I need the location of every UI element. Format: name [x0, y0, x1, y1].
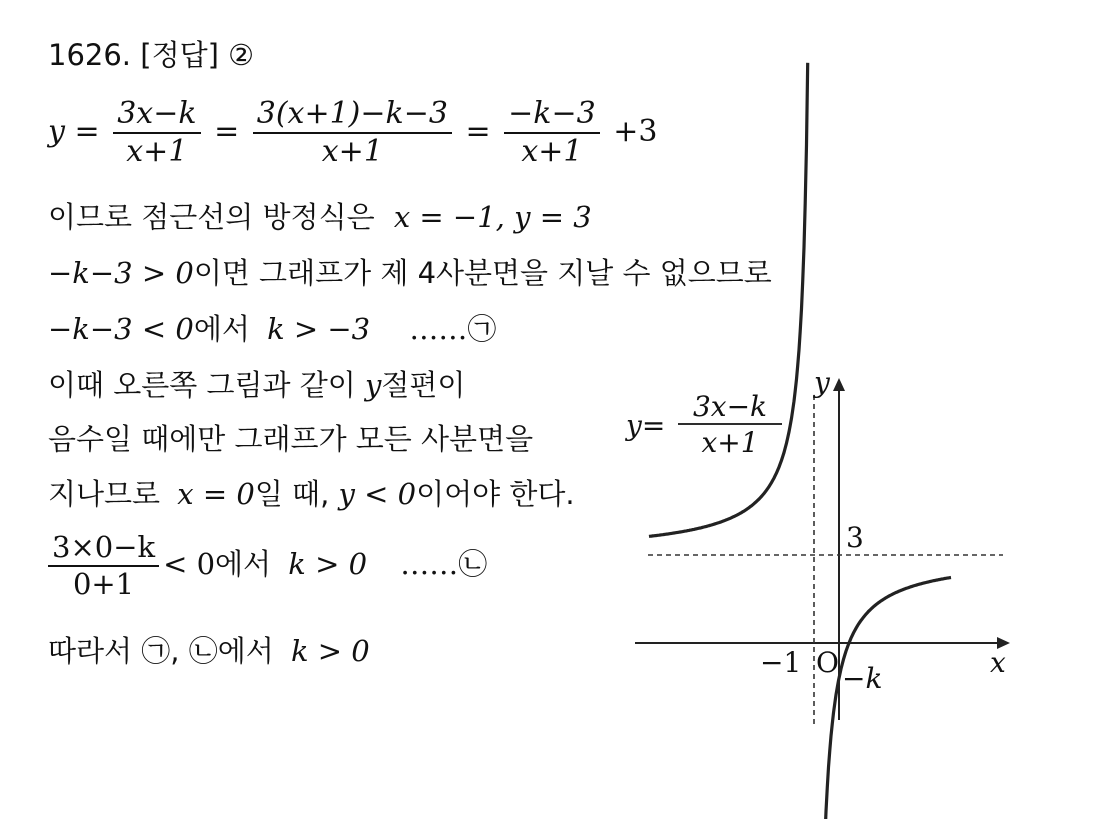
fraction-3-denominator: x+1: [521, 134, 583, 169]
x-axis-label: x: [990, 646, 1006, 679]
label-3: 3: [846, 521, 864, 554]
y-axis-arrow-icon: [833, 378, 845, 391]
inequality-text: 에서: [215, 546, 272, 581]
answer-mark: ②: [228, 38, 255, 72]
condition-2-text: 에서: [193, 312, 250, 346]
fraction-1-denominator: x+1: [126, 134, 188, 169]
problem-number: 1626.: [48, 38, 132, 72]
eq-sign-1: =: [74, 114, 100, 149]
conclusion-mark-2: ㉡: [188, 634, 218, 668]
eq-tail: +3: [613, 114, 658, 149]
condition-2-dots: ……: [409, 312, 468, 346]
fraction-3-numerator: −k−3: [504, 96, 600, 134]
fraction-2-numerator: 3(x+1)−k−3: [253, 96, 452, 134]
fraction-4-numerator: 3×0−k: [48, 530, 159, 567]
explain-3-text-c: 이어야 한다.: [416, 477, 575, 511]
fraction-4-denominator: 0+1: [72, 566, 135, 601]
explain-2-text: 음수일 때에만 그래프가 모든 사분면을: [48, 422, 534, 456]
explain-1-text-b: 절편이: [381, 368, 466, 402]
conclusion-text-a: 따라서: [48, 634, 133, 668]
y-axis-label: y: [814, 366, 830, 399]
asymptote-math: x = −1, y = 3: [393, 200, 592, 234]
function-label-numerator: 3x−k: [692, 390, 768, 423]
explain-3-math-1: x = 0: [177, 477, 255, 511]
condition-1-math: −k−3 > 0: [48, 256, 194, 290]
hyperbola-left-branch: [649, 63, 808, 537]
explain-3-text-b: 일 때,: [254, 477, 330, 511]
inequality-result: k > 0: [288, 546, 368, 581]
label-negk: −k: [842, 662, 883, 695]
conclusion-math: k > 0: [290, 634, 370, 668]
condition-2-result: k > −3: [267, 312, 371, 346]
eq-sign-2: =: [214, 114, 240, 149]
condition-1-text: 이면 그래프가 제 4사분면을 지날 수 없으므로: [193, 256, 772, 290]
function-label-lhs: y=: [626, 409, 666, 442]
explain-1-text-a: 이때 오른쪽 그림과 같이: [48, 368, 366, 402]
inequality-math: < 0: [163, 546, 216, 581]
explain-1-var: y: [365, 368, 382, 402]
eq-lhs: y: [48, 114, 65, 149]
answer-label: [정답]: [140, 38, 219, 72]
conclusion-mark-1: ㉠: [141, 634, 171, 668]
explain-3-text-a: 지나므로: [48, 477, 161, 511]
label-origin: O: [816, 646, 839, 679]
explain-3-math-2: y < 0: [338, 477, 417, 511]
conclusion-comma: ,: [170, 634, 180, 668]
eq-sign-3: =: [465, 114, 491, 149]
function-label-denominator: x+1: [701, 426, 759, 459]
condition-2-math: −k−3 < 0: [48, 312, 194, 346]
fraction-2-denominator: x+1: [321, 134, 383, 169]
condition-2-mark: ㉠: [467, 312, 497, 346]
fraction-1-numerator: 3x−k: [113, 96, 200, 134]
inequality-dots: ……: [400, 546, 459, 581]
conclusion-text-b: 에서: [217, 634, 274, 668]
asymptote-text: 이므로 점근선의 방정식은: [48, 200, 375, 234]
inequality-mark: ㉡: [458, 546, 488, 581]
label-neg1: −1: [760, 646, 802, 679]
